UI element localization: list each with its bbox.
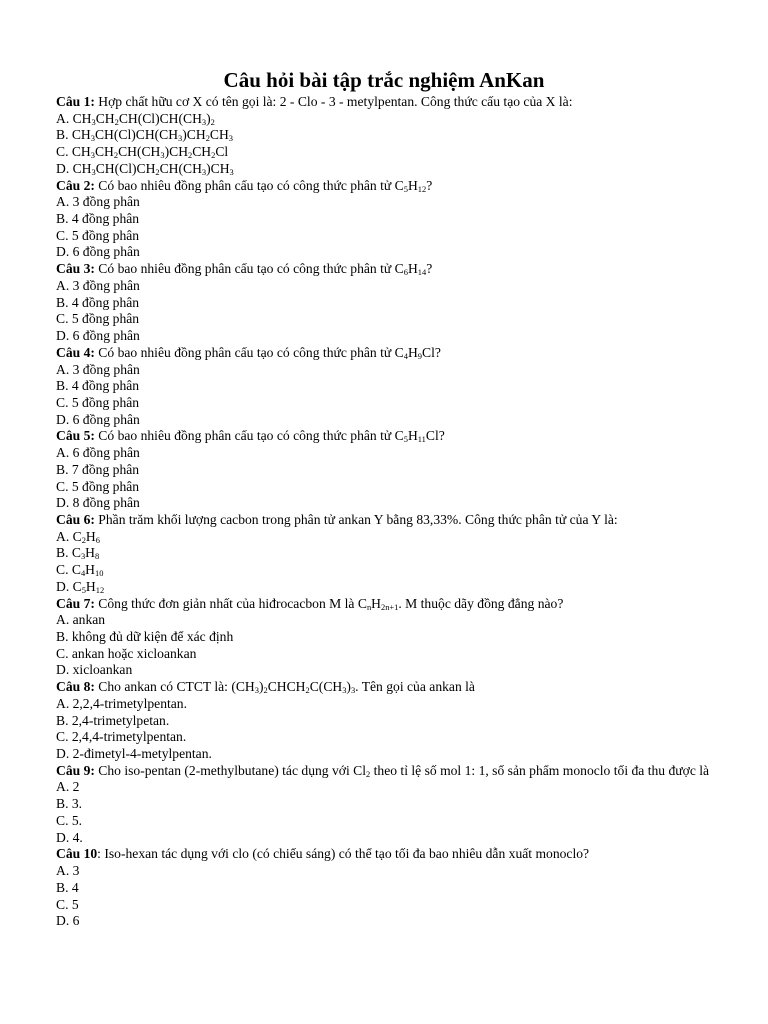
answer-option: D. 6 đồng phân xyxy=(56,411,140,427)
answer-option: A. 2 xyxy=(56,779,80,795)
question-label: Câu 3: xyxy=(56,261,95,277)
answer-option: B. 3. xyxy=(56,796,83,812)
question-text: Có bao nhiêu đồng phân cấu tạo có công thức phân tử $C_4H_9Cl$? xyxy=(94,344,441,361)
question-label: Câu 8: xyxy=(56,679,95,695)
answer-option: A. $CH_3CH_2CH(Cl)CH(CH_3)_2$ xyxy=(56,110,215,127)
question-text: Hợp chất hữu cơ X có tên gọi là: 2 - Clo - 3 - metylpentan. Công thức cấu tạo của X là: xyxy=(94,94,573,109)
answer-option: A. ankan xyxy=(56,612,106,628)
answer-option: D. 6 đồng phân xyxy=(56,328,140,344)
answer-option: A. 2,2,4-trimetylpentan. xyxy=(56,695,187,711)
question-list xyxy=(56,94,756,930)
question-9 xyxy=(56,763,756,847)
answer-option: C. 5 xyxy=(56,896,79,912)
question-text: Cho ankan có CTCT là: $(CH_3)_2CHCH_2C(CH_3)_3$. Tên gọi của ankan là xyxy=(94,679,475,696)
question-2 xyxy=(56,178,756,262)
question-8 xyxy=(56,679,756,763)
answer-option: B. 4 đồng phân xyxy=(56,378,140,394)
answer-option: A. 6 đồng phân xyxy=(56,445,140,461)
question-text: : Iso-hexan tác dụng với clo (có chiếu sáng) có thể tạo tối đa bao nhiêu dẫn xuất monoclo? xyxy=(97,846,590,862)
answer-option: C. $C_4H_{10}$ xyxy=(56,562,104,579)
answer-option: C. 5 đồng phân xyxy=(56,394,140,410)
question-text: Cho iso-pentan (2-methylbutane) tác dụng với $Cl_2$ theo tỉ lệ số mol 1: 1, số sản phẩm monoclo tối đa thu được là xyxy=(94,762,710,779)
answer-option: B. 4 đồng phân xyxy=(56,211,140,227)
answer-option: B. 2,4-trimetylpetan. xyxy=(56,712,170,728)
question-text: Có bao nhiêu đồng phân cấu tạo có công thức phân tử $C_5H_{11}Cl$? xyxy=(94,428,445,445)
question-label: Câu 2: xyxy=(56,177,95,193)
answer-option: D. 6 đồng phân xyxy=(56,244,140,260)
question-label: Câu 10 xyxy=(56,846,98,862)
question-stem xyxy=(56,512,756,529)
answer-option: B. 4 đồng phân xyxy=(56,294,140,310)
question-stem xyxy=(56,763,756,780)
question-stem xyxy=(56,261,756,278)
question-label: Câu 1: xyxy=(56,94,95,109)
question-label: Câu 7: xyxy=(56,595,95,611)
question-3 xyxy=(56,261,756,345)
answer-option: C. 5 đồng phân xyxy=(56,227,140,243)
answer-option: C. 2,4,4-trimetylpentan. xyxy=(56,729,187,745)
question-stem xyxy=(56,178,756,195)
answer-option: B. 4 xyxy=(56,879,79,895)
question-text: Có bao nhiêu đồng phân cấu tạo có công thức phân tử $C_5H_{12}$? xyxy=(94,177,433,194)
question-text: Có bao nhiêu đồng phân cấu tạo có công thức phân tử $C_6H_{14}$? xyxy=(94,261,433,278)
question-label: Câu 4: xyxy=(56,344,95,360)
question-stem xyxy=(56,596,756,613)
answer-option: D. xicloankan xyxy=(56,662,133,678)
answer-option: A. 3 đồng phân xyxy=(56,194,140,210)
answer-option: B. 7 đồng phân xyxy=(56,461,140,477)
question-stem xyxy=(56,846,756,863)
question-stem xyxy=(56,679,756,696)
answer-option: A. 3 xyxy=(56,863,80,879)
question-text: Phần trăm khối lượng cacbon trong phân tử ankan Y bằng 83,33%. Công thức phân tử của Y là: xyxy=(94,511,618,527)
question-label: Câu 6: xyxy=(56,511,95,527)
question-stem xyxy=(56,94,756,111)
question-stem xyxy=(56,345,756,362)
answer-option: B. $C_3H_8$ xyxy=(56,545,100,562)
answer-option: A. $C_2H_6$ xyxy=(56,528,100,545)
answer-option: C. 5 đồng phân xyxy=(56,311,140,327)
question-label: Câu 9: xyxy=(56,762,95,778)
question-10 xyxy=(56,846,756,930)
answer-option: C. 5 đồng phân xyxy=(56,478,140,494)
answer-option: D. 2-đimetyl-4-metylpentan. xyxy=(56,746,212,762)
answer-option: D. $CH_3CH(Cl)CH_2CH(CH_3)CH_3$ xyxy=(56,160,234,177)
question-6 xyxy=(56,512,756,596)
answer-option: C. $CH_3CH_2CH(CH_3)CH_2CH_2Cl$ xyxy=(56,144,229,161)
question-1 xyxy=(56,94,756,178)
document-title: Câu hỏi bài tập trắc nghiệm AnKan xyxy=(223,68,545,92)
answer-option: D. 8 đồng phân xyxy=(56,495,140,511)
answer-option: C. 5. xyxy=(56,812,83,828)
answer-option: D. 4. xyxy=(56,829,83,845)
answer-option: C. ankan hoặc xicloankan xyxy=(56,645,197,661)
question-4 xyxy=(56,345,756,429)
answer-option: A. 3 đồng phân xyxy=(56,361,140,377)
question-5 xyxy=(56,428,756,512)
answer-option: A. 3 đồng phân xyxy=(56,277,140,293)
answer-option: D. 6 xyxy=(56,913,80,929)
answer-option: B. $CH_3CH(Cl)CH(CH_3)CH_2CH_3$ xyxy=(56,127,234,144)
answer-option: D. $C_5H_{12}$ xyxy=(56,578,105,595)
question-label: Câu 5: xyxy=(56,428,95,444)
question-text: Công thức đơn giản nhất của hiđrocacbon M là $C_nH_{2n+1}$. M thuộc dãy đồng đẳng nào? xyxy=(94,595,564,612)
question-7 xyxy=(56,596,756,680)
answer-option: B. không đủ dữ kiện để xác định xyxy=(56,629,234,644)
question-stem xyxy=(56,428,756,445)
